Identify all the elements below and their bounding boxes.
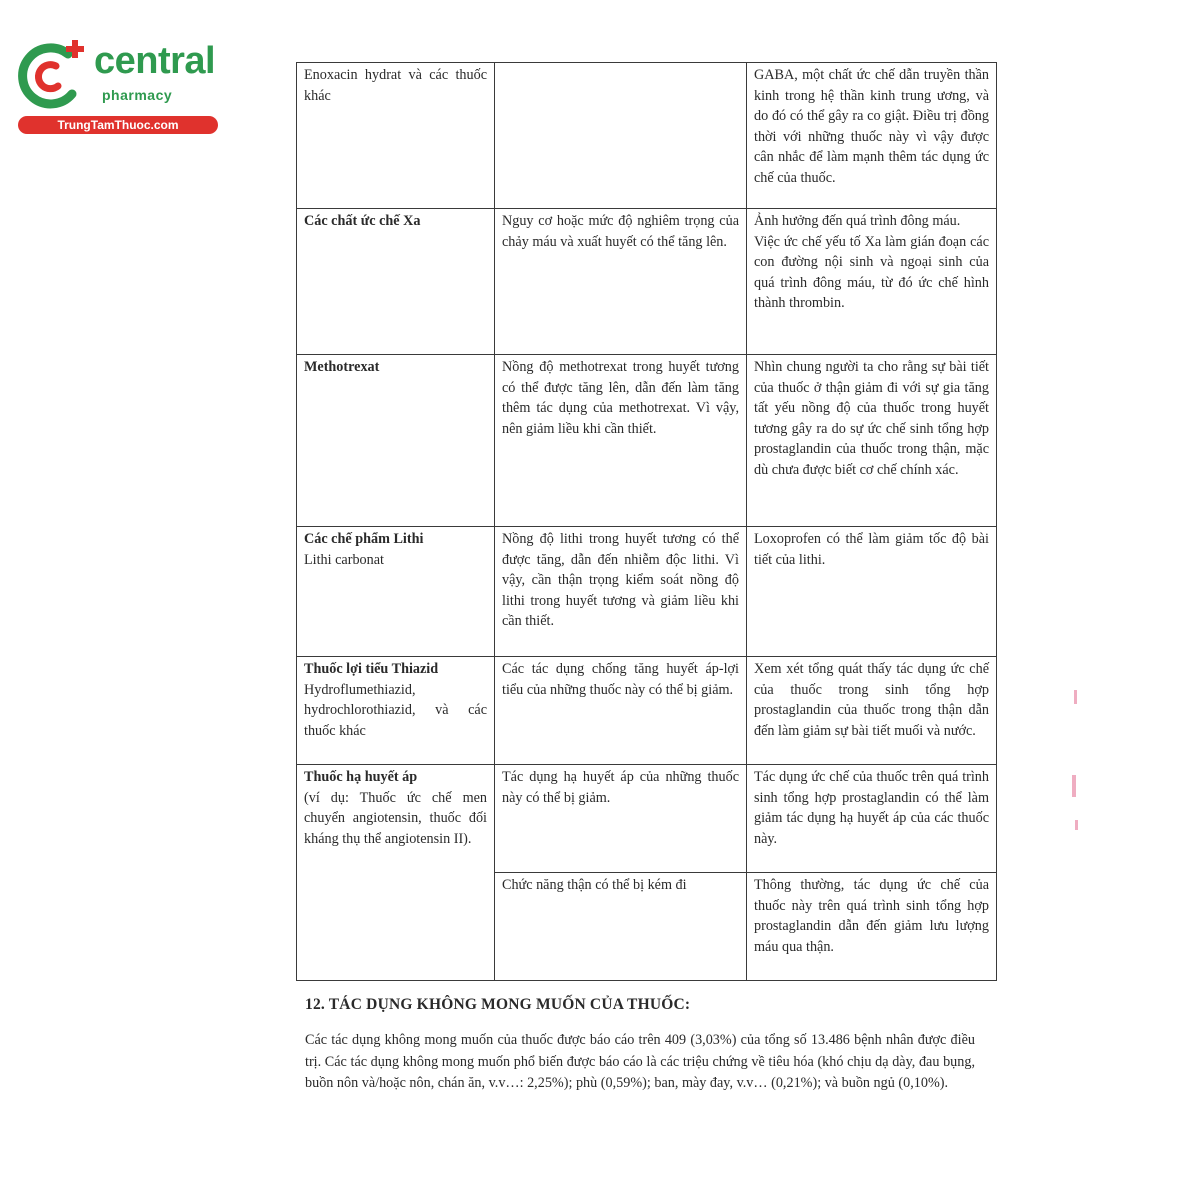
effect-cell	[495, 63, 747, 209]
logo-wordmark: central	[94, 40, 216, 82]
mechanism-cell: Tác dụng ức chế của thuốc trên quá trình sinh tổng hợp prostaglandin có thể làm giảm tác dụng hạ huyết áp của các thuốc này.	[747, 765, 997, 873]
effect-cell: Nồng độ methotrexat trong huyết tương có thể được tăng lên, dẫn đến làm tăng thêm tác dụng của methotrexat. Vì vậy, nên giảm liều khi cần thiết.	[495, 355, 747, 527]
central-pharmacy-logo	[10, 36, 215, 136]
table-row	[297, 355, 997, 527]
drug-cell	[297, 209, 495, 355]
scan-artifact	[1074, 690, 1077, 704]
drug-name: Thuốc hạ huyết áp	[304, 769, 418, 785]
effect-cell: Chức năng thận có thể bị kém đi	[495, 873, 747, 981]
drug-cell	[297, 765, 495, 981]
drug-interaction-table-container	[296, 62, 997, 981]
effect-cell: Tác dụng hạ huyết áp của những thuốc này có thể bị giảm.	[495, 765, 747, 873]
drug-name: Các chất ức chế Xa	[304, 213, 421, 229]
drug-name: Methotrexat	[304, 359, 380, 375]
effect-cell: Nguy cơ hoặc mức độ nghiêm trọng của chảy máu và xuất huyết có thể tăng lên.	[495, 209, 747, 355]
section-heading: 12. TÁC DỤNG KHÔNG MONG MUỐN CỦA THUỐC:	[305, 996, 691, 1013]
drug-cell	[297, 527, 495, 657]
drug-cell	[297, 657, 495, 765]
drug-interaction-table	[296, 62, 997, 981]
mechanism-cell: Thông thường, tác dụng ức chế của thuốc này trên quá trình sinh tổng hợp prostaglandin dẫn đến giảm lưu lượng máu qua thận.	[747, 873, 997, 981]
drug-detail: Hydroflumethiazid, hydrochlorothiazid, và các thuốc khác	[304, 681, 487, 739]
drug-detail: Enoxacin hydrat và các thuốc khác	[304, 67, 487, 104]
logo-site-banner: TrungTamThuoc.com	[18, 116, 218, 134]
table-row	[297, 527, 997, 657]
drug-cell	[297, 355, 495, 527]
drug-name: Thuốc lợi tiểu Thiazid	[304, 661, 439, 677]
mechanism-cell: GABA, một chất ức chế dẫn truyền thần kinh trong hệ thần kinh trung ương, và do đó có thể gây ra co giật. Điều trị đồng thời với những thuốc này vì vậy được cân nhắc để làm mạnh thêm tác dụng ức chế của thuốc.	[747, 63, 997, 209]
mechanism-cell: Loxoprofen có thể làm giảm tốc độ bài tiết của lithi.	[747, 527, 997, 657]
table-row	[297, 209, 997, 355]
section-body: Các tác dụng không mong muốn của thuốc được báo cáo trên 409 (3,03%) của tổng số 13.486 bệnh nhân được điều trị. Các tác dụng không mong muốn phổ biến được báo cáo là các triệu chứng về tiêu hóa (khó chịu dạ dày, đau bụng, buồn nôn và/hoặc nôn, chán ăn, v.v…: 2,25%); phù (0,59%); ban, mày đay, v.v… (0,21%); và buồn ngủ (0,10%).	[305, 1032, 975, 1091]
drug-name: Các chế phẩm Lithi	[304, 531, 424, 547]
mechanism-cell: Ảnh hưởng đến quá trình đông máu. Việc ức chế yếu tố Xa làm gián đoạn các con đường nội sinh và ngoại sinh của quá trình đông máu, từ đó ức chế hình thành thrombin.	[747, 209, 997, 355]
table-row	[297, 657, 997, 765]
drug-cell	[297, 63, 495, 209]
effect-cell: Các tác dụng chống tăng huyết áp-lợi tiểu của những thuốc này có thể bị giảm.	[495, 657, 747, 765]
drug-detail: Lithi carbonat	[304, 551, 384, 568]
drug-detail: (ví dụ: Thuốc ức chế men chuyển angiotensin, thuốc đối kháng thụ thể angiotensin II).	[304, 789, 487, 847]
scan-artifact	[1072, 775, 1076, 797]
table-row	[297, 63, 997, 209]
scan-artifact	[1075, 820, 1078, 830]
mechanism-cell: Nhìn chung người ta cho rằng sự bài tiết của thuốc ở thận giảm đi với sự gia tăng tất yếu nồng độ của thuốc trong huyết tương gây ra do sự ức chế sinh tổng hợp prostaglandin của thuốc trong thận, mặc dù chưa được biết cơ chế chính xác.	[747, 355, 997, 527]
adverse-effects-section	[305, 996, 975, 1095]
pharmacy-logo-icon	[10, 36, 90, 116]
effect-cell: Nồng độ lithi trong huyết tương có thể được tăng, dẫn đến nhiễm độc lithi. Vì vậy, cần thận trọng kiểm soát nồng độ lithi trong huyết tương và giảm liều khi cần thiết.	[495, 527, 747, 657]
table-row	[297, 765, 997, 873]
logo-subtitle: pharmacy	[102, 87, 173, 103]
mechanism-cell: Xem xét tổng quát thấy tác dụng ức chế của thuốc trong sinh tổng hợp prostaglandin của thuốc trong thận dẫn đến làm giảm sự bài tiết muối và nước.	[747, 657, 997, 765]
